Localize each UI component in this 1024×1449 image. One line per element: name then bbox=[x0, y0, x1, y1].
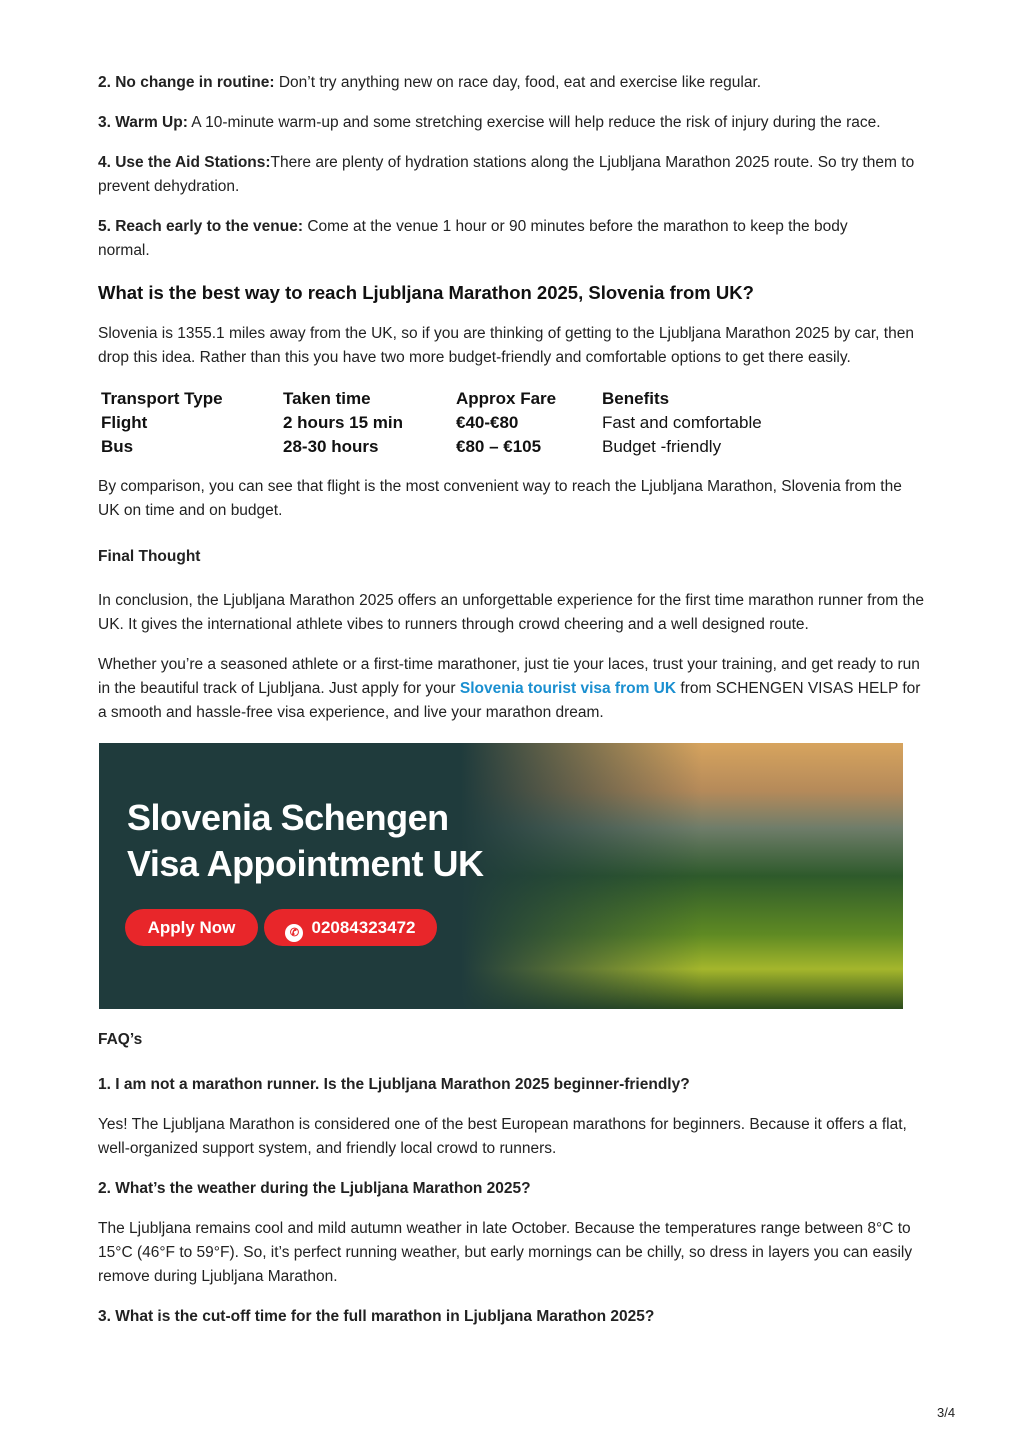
tip-2 bbox=[98, 71, 928, 95]
table-header: Benefits bbox=[602, 389, 670, 408]
final-thought-heading: Final Thought bbox=[98, 548, 201, 565]
intro-paragraph: Slovenia is 1355.1 miles away from the UK, so if you are thinking of getting to the Ljubljana Marathon 2025 by car, then drop this idea. Rather than this you have two more budget-friendly and comfortable options to get there easily. bbox=[98, 325, 914, 366]
tip-text: Don’t try anything new on race day, food, eat and exercise like regular. bbox=[274, 74, 762, 91]
faq-question: 1. I am not a marathon runner. Is the Ljubljana Marathon 2025 beginner-friendly? bbox=[98, 1076, 690, 1093]
faq-heading: FAQ’s bbox=[98, 1031, 143, 1048]
phone-number: 02084323472 bbox=[311, 918, 416, 937]
conclusion-paragraph: In conclusion, the Ljubljana Marathon 2025 offers an unforgettable experience for the first time marathon runner from the UK. It gives the international athlete vibes to runners through crowd cheering and a well designed route. bbox=[98, 592, 925, 633]
section-heading: What is the best way to reach Ljubljana Marathon 2025, Slovenia from UK? bbox=[98, 282, 754, 303]
table-cell: €40-€80 bbox=[456, 413, 519, 432]
apply-now-button[interactable]: Apply Now bbox=[125, 909, 258, 946]
table-header: Transport Type bbox=[101, 389, 223, 408]
page-number: 3/4 bbox=[937, 1405, 956, 1420]
comparison-paragraph: By comparison, you can see that flight is the most convenient way to reach the Ljubljana Marathon, Slovenia from the UK on time and on budget. bbox=[98, 478, 902, 519]
closing-text: from SCHENGEN VISAS HELP for a smooth and hassle-free visa experience, and live your marathon dream. bbox=[98, 680, 921, 721]
banner-title-line: Visa Appointment UK bbox=[127, 843, 484, 884]
tip-text: Come at the venue 1 hour or 90 minutes before the marathon to keep the body normal. bbox=[98, 218, 848, 259]
table-row bbox=[98, 411, 765, 435]
faq-question: 2. What’s the weather during the Ljubljana Marathon 2025? bbox=[98, 1180, 531, 1197]
tip-text: There are plenty of hydration stations along the Ljubljana Marathon 2025 route. So try them to prevent dehydration. bbox=[98, 154, 915, 195]
faq-answer: The Ljubljana remains cool and mild autumn weather in late October. Because the temperatures range between 8°C to 15°C (46°F to 59°F). So, it’s perfect running weather, but early mornings can be chilly, so dress in layers you can easily remove during Ljubljana Marathon. bbox=[98, 1220, 913, 1285]
tip-label: 2. No change in routine: bbox=[98, 74, 275, 91]
tip-label: 3. Warm Up: bbox=[98, 114, 188, 131]
table-row bbox=[98, 435, 765, 459]
banner-title bbox=[127, 795, 484, 887]
table-cell: Bus bbox=[101, 437, 134, 456]
tip-5 bbox=[98, 215, 898, 263]
visa-appointment-banner[interactable] bbox=[99, 743, 903, 1009]
table-cell: Budget -friendly bbox=[602, 437, 722, 456]
tip-3 bbox=[98, 111, 928, 135]
table-cell: 2 hours 15 min bbox=[283, 413, 403, 432]
table-header: Taken time bbox=[283, 389, 371, 408]
table-header: Approx Fare bbox=[456, 389, 557, 408]
closing-text: Whether you’re a seasoned athlete or a first-time marathoner, just tie your laces, trust your training, and get ready to run in the beautiful track of Ljubljana. Just apply for your bbox=[98, 656, 920, 697]
transport-table bbox=[98, 387, 765, 459]
closing-paragraph bbox=[98, 653, 923, 725]
tip-label: 4. Use the Aid Stations: bbox=[98, 154, 271, 171]
banner-title-line: Slovenia Schengen bbox=[127, 797, 449, 838]
table-cell: Flight bbox=[101, 413, 148, 432]
table-cell: €80 – €105 bbox=[456, 437, 542, 456]
faq-question: 3. What is the cut-off time for the full marathon in Ljubljana Marathon 2025? bbox=[98, 1308, 655, 1325]
whatsapp-icon: ✆ bbox=[285, 924, 303, 942]
slovenia-visa-link[interactable]: Slovenia tourist visa from UK bbox=[459, 680, 677, 697]
tip-text: A 10-minute warm-up and some stretching exercise will help reduce the risk of injury during the race. bbox=[187, 114, 881, 131]
tip-label: 5. Reach early to the venue: bbox=[98, 218, 304, 235]
table-cell: Fast and comfortable bbox=[602, 413, 762, 432]
tip-4 bbox=[98, 151, 928, 199]
table-cell: 28-30 hours bbox=[283, 437, 379, 456]
phone-button[interactable] bbox=[264, 909, 437, 946]
table-header-row bbox=[98, 387, 765, 411]
faq-answer: Yes! The Ljubljana Marathon is considered one of the best European marathons for beginners. Because it offers a flat, well-organized support system, and friendly local crowd to runners. bbox=[98, 1116, 907, 1157]
